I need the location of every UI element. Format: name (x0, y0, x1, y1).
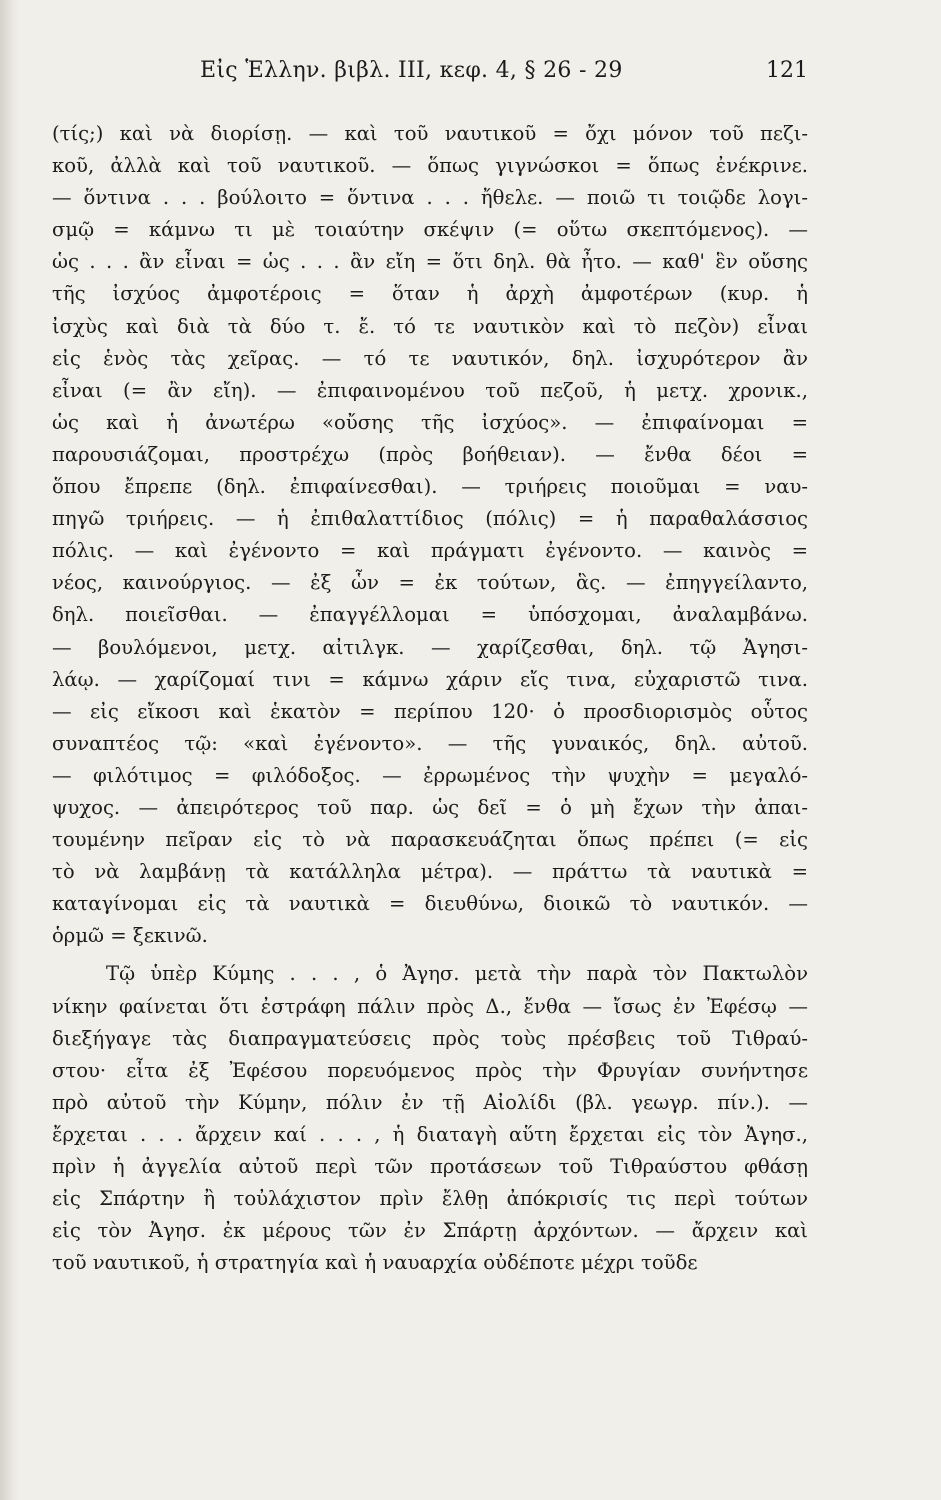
running-head: Εἰς Ἑλλην. βιβλ. III, κεφ. 4, § 26 - 29 (200, 58, 623, 83)
text-line: κοῦ, ἀλλὰ καὶ τοῦ ναυτικοῦ. — ὅπως γιγνώσκοι = ὅπως ἐνέκρινε. (52, 154, 808, 178)
text-line: συναπτέος τῷ: «καὶ ἐγένοντο». — τῆς γυναικός, δηλ. αὐτοῦ. (52, 731, 808, 755)
page-header (190, 58, 808, 92)
text-line: τοῦ ναυτικοῦ, ἡ στρατηγία καὶ ἡ ναυαρχία οὐδέποτε μέχρι τοῦδε (52, 1251, 698, 1275)
text-line: ὁρμῶ = ξεκινῶ. (52, 924, 208, 948)
page-number: 121 (766, 58, 808, 83)
text-line: — ὅντινα . . . βούλοιτο = ὅντινα . . . ἤθελε. — ποιῶ τι τοιῷδε λογι- (52, 186, 808, 210)
text-line: στου· εἶτα ἐξ Ἐφέσου πορευόμενος πρὸς τὴν Φρυγίαν συνήντησε (52, 1058, 808, 1082)
text-line: παρουσιάζομαι, προστρέχω (πρὸς βοήθειαν). — ἔνθα δέοι = (52, 442, 808, 466)
commentary-paragraph (52, 958, 808, 1279)
text-line: Τῷ ὑπὲρ Κύμης . . . , ὁ Ἀγησ. μετὰ τὴν παρὰ τὸν Πακτωλὸν (106, 962, 808, 986)
text-line: νίκην φαίνεται ὅτι ἐστράφη πάλιν πρὸς Δ., ἔνθα — ἴσως ἐν Ἐφέσῳ — (52, 994, 808, 1018)
text-line: ἔρχεται . . . ἄρχειν καί . . . , ἡ διαταγὴ αὕτη ἔρχεται εἰς τὸν Ἀγησ., (52, 1122, 808, 1146)
text-line: τουμένην πεῖραν εἰς τὸ νὰ παρασκευάζηται ὅπως πρέπει (= εἰς (52, 828, 808, 852)
text-line: — βουλόμενοι, μετχ. αἰτιλγκ. — χαρίζεσθαι, δηλ. τῷ Ἀγησι- (52, 635, 808, 659)
commentary-notes (52, 118, 808, 952)
page-binding-shadow (0, 0, 20, 1500)
text-line: καταγίνομαι εἰς τὰ ναυτικὰ = διευθύνω, διοικῶ τὸ ναυτικόν. — (52, 892, 808, 916)
text-line: ὡς καὶ ἡ ἀνωτέρω «οὔσης τῆς ἰσχύος». — ἐπιφαίνομαι = (52, 410, 808, 434)
text-line: — εἰς εἴκοσι καὶ ἑκατὸν = περίπου 120· ὁ προσδιορισμὸς οὗτος (52, 699, 808, 723)
text-line: ὡς . . . ἂν εἶναι = ὡς . . . ἂν εἴη = ὅτι δηλ. θὰ ἦτο. — καθ' ἓν οὔσης (52, 250, 808, 274)
text-line: δηλ. ποιεῖσθαι. — ἐπαγγέλλομαι = ὑπόσχομαι, ἀναλαμβάνω. (52, 603, 808, 627)
text-line: διεξήγαγε τὰς διαπραγματεύσεις πρὸς τοὺς πρέσβεις τοῦ Τιθραύ- (52, 1026, 808, 1050)
text-line: ὅπου ἔπρεπε (δηλ. ἐπιφαίνεσθαι). — τριήρεις ποιοῦμαι = ναυ- (52, 475, 808, 499)
text-line: τὸ νὰ λαμβάνῃ τὰ κατάλληλα μέτρα). — πράττω τὰ ναυτικὰ = (52, 860, 808, 884)
text-line: νέος, καινούργιος. — ἐξ ὧν = ἐκ τούτων, ἃς. — ἐπηγγείλαντο, (52, 571, 808, 595)
text-line: πρὸ αὐτοῦ τὴν Κύμην, πόλιν ἐν τῇ Αἰολίδι (βλ. γεωγρ. πίν.). — (52, 1090, 808, 1114)
text-line: ψυχος. — ἀπειρότερος τοῦ παρ. ὡς δεῖ = ὁ μὴ ἔχων τὴν ἀπαι- (52, 795, 808, 819)
text-line: τῆς ἰσχύος ἀμφοτέροις = ὅταν ἡ ἀρχὴ ἀμφοτέρων (κυρ. ἡ (52, 282, 808, 306)
text-line: πηγῶ τριήρεις. — ἡ ἐπιθαλαττίδιος (πόλις) = ἡ παραθαλάσσιος (52, 507, 808, 531)
text-line: εἶναι (= ἂν εἴη). — ἐπιφαινομένου τοῦ πεζοῦ, ἡ μετχ. χρονικ., (52, 378, 808, 402)
text-line: εἰς Σπάρτην ἢ τοὐλάχιστον πρὶν ἔλθῃ ἀπόκρισίς τις περὶ τούτων (52, 1187, 808, 1211)
text-line: ἰσχὺς καὶ διὰ τὰ δύο τ. ἔ. τό τε ναυτικὸν καὶ τὸ πεζὸν) εἶναι (52, 314, 808, 338)
page-body (52, 118, 808, 1279)
text-line: πρὶν ἡ ἀγγελία αὐτοῦ περὶ τῶν προτάσεων τοῦ Τιθραύστου φθάσῃ (52, 1155, 808, 1178)
text-line: πόλις. — καὶ ἐγένοντο = καὶ πράγματι ἐγένοντο. — καινὸς = (52, 539, 808, 563)
text-line: εἰς ἑνὸς τὰς χεῖρας. — τό τε ναυτικόν, δηλ. ἰσχυρότερον ἂν (52, 346, 808, 370)
text-line: εἰς τὸν Ἀγησ. ἐκ μέρους τῶν ἐν Σπάρτῃ ἀρχόντων. — ἄρχειν καὶ (52, 1219, 808, 1243)
text-line: — φιλότιμος = φιλόδοξος. — ἐρρωμένος τὴν ψυχὴν = μεγαλό- (52, 763, 808, 787)
text-line: σμῷ = κάμνω τι μὲ τοιαύτην σκέψιν (= οὕτω σκεπτόμενος). — (52, 218, 808, 242)
text-line: λάῳ. — χαρίζομαί τινι = κάμνω χάριν εἴς τινα, εὐχαριστῶ τινα. (52, 667, 808, 691)
text-line: (τίς;) καὶ νὰ διορίσῃ. — καὶ τοῦ ναυτικοῦ = ὄχι μόνον τοῦ πεζι- (52, 122, 808, 145)
